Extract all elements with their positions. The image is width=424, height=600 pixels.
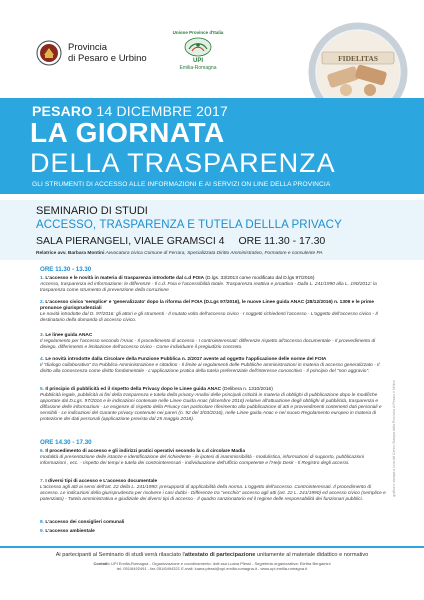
event-city: PESARO [32,103,93,119]
item-heading-note: (Delibera n. 1310/2016) [221,387,273,392]
item-heading: Le linee guida ANAC [44,333,93,338]
upi-name: UPI [192,58,203,64]
morning-time: ORE 11.30 - 13.30 [40,266,92,273]
item-number: 1. [40,276,45,281]
seminar-venue-hours [36,235,325,247]
upi-logo-block [168,30,228,71]
province-crest-icon [36,40,62,66]
header [0,0,424,95]
contacts-label: Contatti: [93,561,110,566]
item-number: 7. [40,479,45,484]
program-item-7 [40,479,386,503]
upi-caption: Unione Province d'Italia [172,30,224,35]
item-body: Il "dialogo collaborativo" tra Pubblica Amministrazione e cittadino - Il limite ai regolamenti delle Pubbliche amministrazioni in materia di accesso generalizzato - Il diritto alla conoscenza come diritto fondamentale - L'applicazione pratica della tutela preferenziale dell'interesse conoscitivo - Il principio del "non aggravio". [40,362,380,374]
seminar-topic: ACCESSO, TRASPARENZA E TUTELA DELLLA PRIVACY [36,219,342,231]
province-name [68,42,147,64]
event-subtitle: GLI STRUMENTI DI ACCESSO ALLE INFORMAZIONI E AI SERVIZI ON LINE DELLA PROVINCIA [32,181,331,188]
program-item-3 [40,333,386,351]
item-number: 6. [40,449,45,454]
certificate-note-pre: Ai partecipanti al Seminario di studi verrà rilasciato l' [55,552,185,558]
item-number: 5. [40,387,45,392]
certificate-note-post: unitamente al materiale didattico e normativo [255,552,369,558]
item-body: Le novità introdotte dal D. 97/2016: gli attori e gli strumenti - Il mutato volto dell'accesso civico - I soggetti richiedenti l'accesso - L'oggetto dell'accesso civico - Il destinatario della domanda di accesso civico. [40,311,378,323]
program-item-2 [40,300,386,324]
item-heading: L'accesso e le novità in materia di trasparenza introdotte dal c.d FOIA [44,276,205,281]
speaker-line [36,251,323,256]
item-heading: Il principio di pubblicità ed il rispetto della Privacy dopo le Linee guida ANAC [44,387,222,392]
program-item-5 [40,387,386,422]
speaker-description: Avvocatura civica Comune di Ferrara, Specializzata Diritto Amministrativo, Formatore e consulente PA [104,251,323,256]
item-body: Il regolamento per l'accesso secondo l'Anac - Il procedimento di accesso - I controinteressati: differenze rispetto all'accesso documentale - Il provvedimento di diniego, differimento e limitazione dell'accesso civico - Come individuare il pregiudizio concreto. [40,338,376,350]
item-heading: L'accesso ambientale [44,529,95,534]
afternoon-time: ORE 14.30 - 17.30 [40,439,92,446]
item-body: modalità di presentazione delle istanze e identificazione del richiedente - le ipotesi di inammissibilità - modulistica, informazioni di supporto, pubblicazioni informazioni , ecc. - rispetto dei tempi e tutela dei controinteressati - individuazione dell'ufficio competente e l'Help Desk - Il Registro degli accessi. [40,454,364,466]
seminar-hours: ORE 11.30 - 17.30 [238,235,326,247]
item-heading: I diversi tipi di accesso e L'accesso documentale [44,479,158,484]
item-number: 4. [40,357,45,362]
item-body: Accesso, trasparenza ed informazione: le differenze - Il c.d. Foia e l'accessibilità totale. Trasparenza reattiva e proattiva - Dalla L. 241/1990 alla L. 190/2012: la trasparenza come strumento di prevenzione della corruzione [40,281,377,293]
item-number: 8. [40,520,45,525]
item-number: 3. [40,333,45,338]
item-heading: L'accesso dei consiglieri comunali [44,520,125,525]
item-heading-note: (D.lgs. 33/2013 come modificato dal D.lgs 97/2016) [204,276,315,281]
magnifier-label: FIDELITAS [338,54,378,63]
contacts-line-2: tel. 051/6492491 - fax 051/6494321 E-mail: luana.plessi@upi.emilia-romagna.it - www.upi.emilia-romagna.it [116,566,308,571]
certificate-note [0,552,424,558]
certificate-note-bold: attestato di partecipazione [184,552,256,558]
program-item-8 [40,520,386,526]
footer-divider [0,546,424,548]
upi-region: Emilia-Romagna [179,65,217,71]
seminar-venue: SALA PIERANGELI, VIALE GRAMSCI 4 [36,235,225,247]
item-heading: Il procedimento di accesso e gli indirizzi pratici operativi secondo la c.d circolare Madia [44,449,246,454]
item-number: 9. [40,529,45,534]
item-heading: L'accesso civico 'semplice' e 'generalizzato' dopo la riforma del FOIA (D.Lgs 97/2016), le nuove Linee guida ANAC (28/12/2016) n. 1309 e le prime pronunce giurisprudenziali [40,300,375,311]
seminar-label: SEMINARIO DI STUDI [36,205,148,217]
program-item-1 [40,276,386,294]
item-heading: Le novità introdotte dalla Circolare della Funzione Pubblica n. 2/2017 avente ad oggetto l'applicazione delle norme del FOIA [44,357,327,362]
program-item-6 [40,449,386,467]
item-body: L'accesso agli atti ai sensi dell'art. 22 della L. 241/1990: presupposti di applicabilità della norma. L'oggetto dell'accesso. Controinteressati. Il procedimento di accesso. Le indicazioni della giurisprudenza per risolvere i casi dubbi - Differenze tra "vecchio" accesso agli atti (art. 22 L. 241/1990) ed accesso civico (semplice e potenziato) - Tutela amministrativa e giudiziale dei diversi tipi di accesso - Il quadro sanzionatorio ed il regime delle responsabilità dei funzionari pubblici. [40,484,386,502]
item-number: 2. [40,300,45,305]
program-item-9 [40,529,386,535]
program-item-4 [40,357,386,375]
speaker-name: Relatrice avv. Barbara Montini [36,251,105,256]
province-line-2: di Pesaro e Urbino [68,53,147,64]
event-title-line-2: DELLA TRASPARENZA [30,148,336,178]
event-date: 14 DICEMBRE 2017 [96,103,229,119]
event-title-line-1: LA GIORNATA [30,117,225,148]
upi-logo-icon [183,36,213,58]
contacts-line-1: UPI Emilia-Romagna - Organizzazione e coordinamento: dott.ssa Luana Plessi - Segreteria organizzativa: Elettra Bergamini [109,561,331,566]
print-credit: grafica e stampa a cura del Centro Stampa della Provincia di Pesaro e Urbino [392,380,396,497]
contacts [0,561,424,571]
item-body: Pubblicità legale, pubblicità ai fini della trasparenza e tutela della privacy-Analisi delle principali criticità in materia di obblighi di pubblicazione dopo le modifiche apportate dal D.Lgs. 97/2016 e le indicazioni contenute nelle Linee Guida Anac (dicembre 2016) relative all'attuazione degli obblighi di pubblicità, trasparenza e diffusione delle informazioni - Le esigenze di rispetto della Privacy con particolare riferimento alla pubblicazione di atti e provvedimenti contenenti dati personali e sensibili - Le indicazioni del Garante privacy contenute nei pareri (n. 92 del 3/03/2016), nelle Linee guida Anac e nel nuovo Regolamento europeo in materia di protezione dei dati personali (applicazione prevista dal 25 maggio 2018). [40,392,382,422]
province-line-1: Provincia [68,42,108,53]
